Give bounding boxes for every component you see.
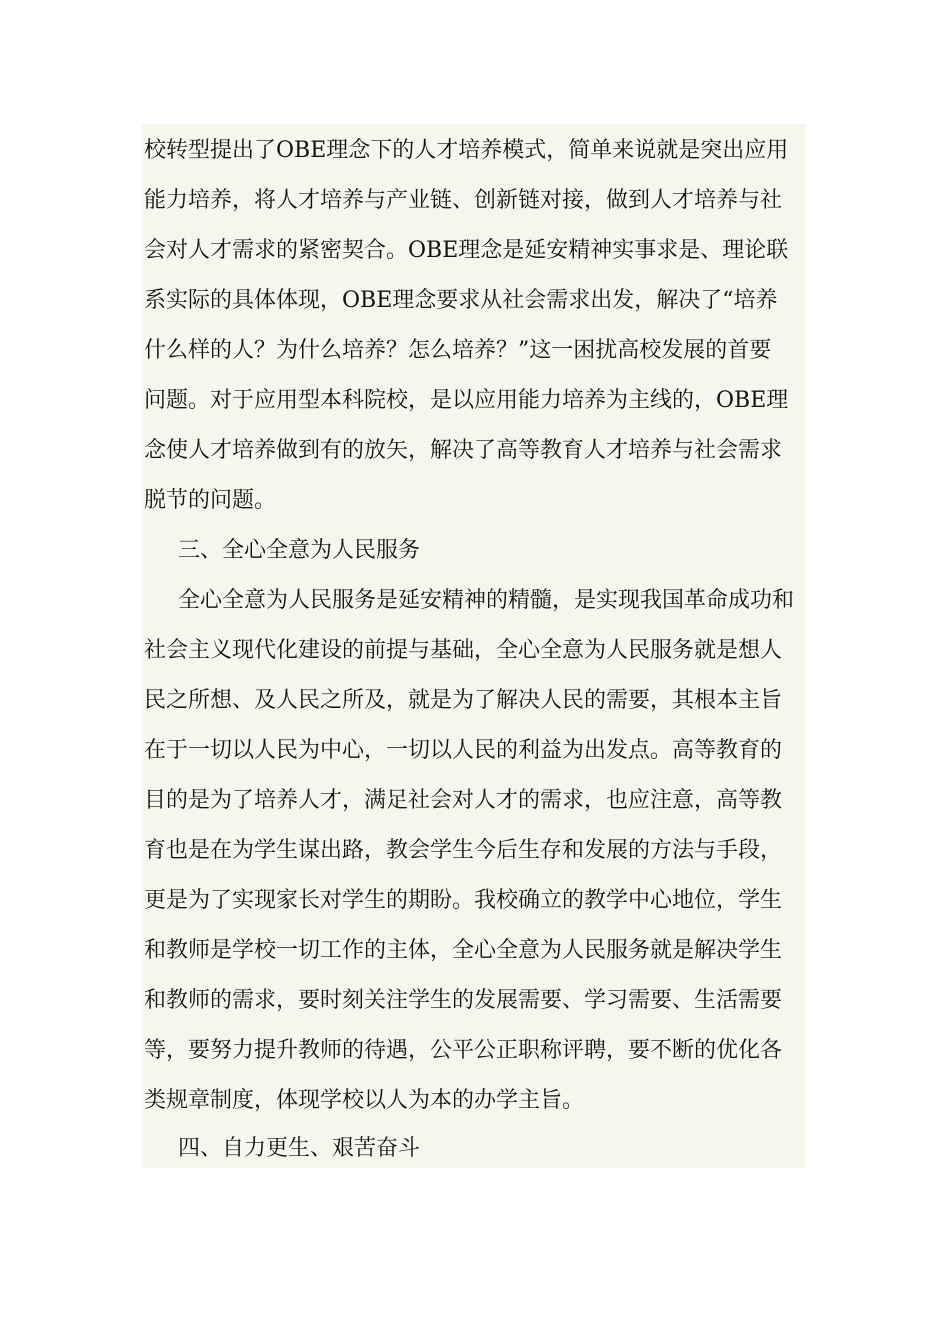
text-line: 念使人才培养做到有的放矢，解决了高等教育人才培养与社会需求 [144, 438, 783, 463]
text-line: 和教师的需求，要时刻关注学生的发展需要、学习需要、生活需要 [144, 988, 783, 1013]
text-line: 脱节的问题。 [144, 488, 277, 513]
section-heading: 四、自力更生、艰苦奋斗 [178, 1136, 421, 1161]
text-line: 会对人才需求的紧密契合。OBE理念是延安精神实事求是、理论联 [144, 238, 789, 263]
text-line: 系实际的具体体现，OBE理念要求从社会需求出发，解决了“培养 [144, 288, 778, 313]
text-line: 和教师是学校一切工作的主体，全心全意为人民服务就是解决学生 [144, 938, 783, 963]
section-heading: 三、全心全意为人民服务 [178, 538, 421, 563]
text-line: 问题。对于应用型本科院校，是以应用能力培养为主线的，OBE理 [144, 388, 789, 413]
text-block [142, 124, 806, 1168]
text-line: 能力培养，将人才培养与产业链、创新链对接，做到人才培养与社 [144, 188, 783, 213]
text-line: 社会主义现代化建设的前提与基础，全心全意为人民服务就是想人 [144, 638, 783, 663]
text-line: 什么样的人？为什么培养？怎么培养？”这一困扰高校发展的首要 [144, 338, 772, 363]
text-line: 目的是为了培养人才，满足社会对人才的需求，也应注意，高等教 [144, 788, 783, 813]
text-line: 等，要努力提升教师的待遇，公平公正职称评聘，要不断的优化各 [144, 1038, 783, 1063]
text-line: 更是为了实现家长对学生的期盼。我校确立的教学中心地位，学生 [144, 888, 783, 913]
text-line: 类规章制度，体现学校以人为本的办学主旨。 [144, 1088, 585, 1113]
text-line: 全心全意为人民服务是延安精神的精髓，是实现我国革命成功和 [178, 588, 795, 613]
text-line: 在于一切以人民为中心，一切以人民的利益为出发点。高等教育的 [144, 738, 783, 763]
text-line: 校转型提出了OBE理念下的人才培养模式，简单来说就是突出应用 [144, 138, 789, 163]
text-line: 育也是在为学生谋出路，教会学生今后生存和发展的方法与手段， [144, 838, 783, 863]
text-line: 民之所想、及人民之所及，就是为了解决人民的需要，其根本主旨 [144, 688, 783, 713]
